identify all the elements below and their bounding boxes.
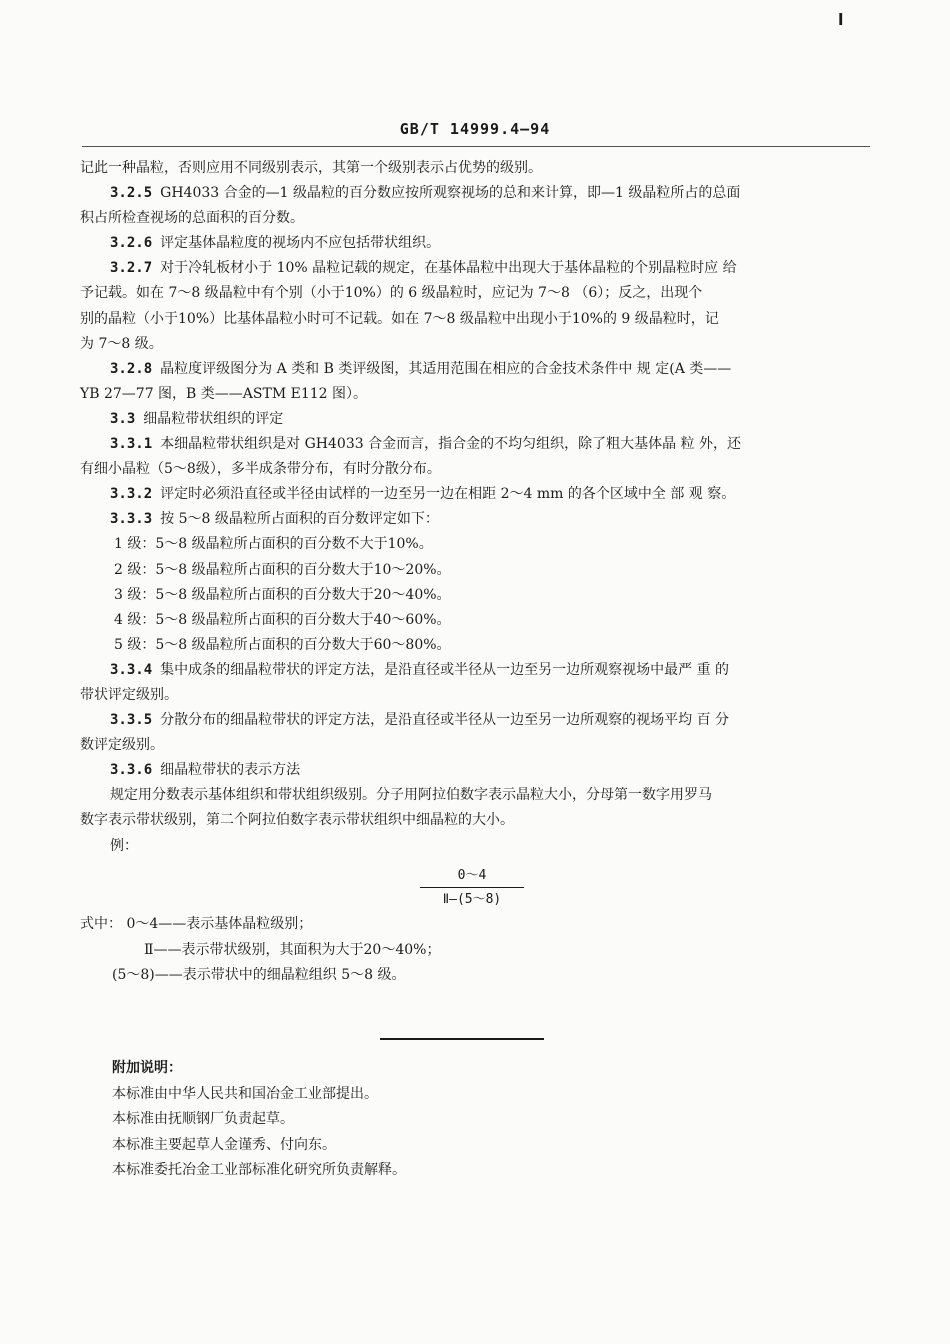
paragraph-text: 细晶粒带状的表示方法 bbox=[160, 762, 301, 779]
paragraph-line bbox=[80, 231, 872, 256]
paragraph-line bbox=[80, 633, 872, 658]
paragraph-line bbox=[80, 758, 872, 783]
paragraph-text: 5 级：5～8 级晶粒所占面积的百分数大于60～80%。 bbox=[114, 636, 451, 653]
paragraph-text: 本细晶粒带状组织是对 GH4033 合金而言，指合金的不均匀组织，除了粗大基体晶 粒 外，还 bbox=[160, 436, 741, 453]
paragraph-text: 记此一种晶粒，否则应用不同级别表示，其第一个级别表示占优势的级别。 bbox=[80, 160, 542, 176]
paragraph-line bbox=[80, 432, 872, 457]
notes-item: 本标准委托冶金工业部标准化研究所负责解释。 bbox=[112, 1162, 406, 1178]
clause-number: 3.2.6 bbox=[110, 235, 153, 252]
clause-number: 3.3 bbox=[110, 410, 136, 427]
paragraph-line bbox=[80, 532, 872, 557]
paragraph-line bbox=[80, 281, 872, 306]
fraction-denominator: Ⅱ—(5～8) bbox=[442, 892, 502, 907]
body-text bbox=[80, 156, 872, 859]
paragraph-text: 例： bbox=[110, 837, 138, 854]
paragraph-line bbox=[80, 558, 872, 583]
page-mark: l bbox=[838, 10, 844, 29]
paragraph-line bbox=[80, 357, 872, 382]
paragraph-text: 1 级：5～8 级晶粒所占面积的百分数不大于10%。 bbox=[114, 536, 433, 553]
clause-number: 3.2.7 bbox=[110, 260, 153, 277]
legend-line: 式中： 0～4——表示基体晶粒级别； bbox=[80, 916, 313, 932]
paragraph-line bbox=[80, 733, 872, 758]
paragraph-text: 予记载。如在 7～8 级晶粒中有个别（小于10%）的 6 级晶粒时，应记为 7～8 （6）；反之，出现个 bbox=[80, 285, 703, 302]
paragraph-text: YB 27—77 图，B 类——ASTM E112 图）。 bbox=[80, 385, 368, 402]
paragraph-text: 4 级：5～8 级晶粒所占面积的百分数大于40～60%。 bbox=[114, 611, 451, 628]
paragraph-line bbox=[80, 683, 872, 708]
clause-number: 3.2.8 bbox=[110, 360, 153, 377]
paragraph-text: 2 级：5～8 级晶粒所占面积的百分数大于10～20%。 bbox=[114, 561, 451, 578]
page-header-standard-number: GB/T 14999.4—94 bbox=[399, 120, 551, 138]
legend-line: Ⅱ——表示带状级别，其面积为大于20～40%； bbox=[144, 941, 441, 958]
paragraph-text: 别的晶粒（小于10%）比基体晶粒小时可不记载。如在 7～8 级晶粒中出现小于10%的 9 级晶粒时，记 bbox=[80, 310, 719, 327]
paragraph-line bbox=[80, 507, 872, 532]
paragraph-line bbox=[80, 783, 872, 808]
paragraph-line bbox=[80, 332, 872, 357]
paragraph-text: 细晶粒带状组织的评定 bbox=[143, 410, 284, 427]
paragraph-text: 对于冷轧板材小于 10% 晶粒记载的规定，在基体晶粒中出现大于基体晶粒的个别晶粒时应 给 bbox=[160, 260, 737, 277]
notes-title: 附加说明： bbox=[112, 1060, 182, 1076]
paragraph-text: 集中成条的细晶粒带状的评定方法，是沿直径或半径从一边至另一边所观察视场中最严 重 的 bbox=[160, 661, 730, 678]
clause-number: 3.3.3 bbox=[110, 511, 153, 528]
fraction-bar bbox=[420, 887, 524, 888]
paragraph-text: 规定用分数表示基体组织和带状组织级别。分子用阿拉伯数字表示晶粒大小，分母第一数字用罗马 bbox=[110, 787, 712, 804]
paragraph-line bbox=[80, 256, 872, 281]
notes-item: 本标准由抚顺钢厂负责起草。 bbox=[112, 1111, 294, 1127]
paragraph-text: 数评定级别。 bbox=[80, 737, 164, 754]
paragraph-line bbox=[80, 457, 872, 482]
example-fraction bbox=[420, 866, 524, 910]
legend-line: (5～8)——表示带状中的细晶粒组织 5～8 级。 bbox=[112, 967, 406, 983]
paragraph-line bbox=[80, 583, 872, 608]
paragraph-text: 按 5～8 级晶粒所占面积的百分数评定如下： bbox=[160, 511, 439, 528]
paragraph-text: 3 级：5～8 级晶粒所占面积的百分数大于20～40%。 bbox=[114, 586, 451, 603]
paragraph-text: 晶粒度评级图分为 A 类和 B 类评级图，其适用范围在相应的合金技术条件中 规 定(A 类—— bbox=[160, 360, 732, 377]
paragraph-line bbox=[80, 834, 872, 859]
paragraph-line bbox=[80, 206, 872, 231]
additional-notes bbox=[112, 1056, 852, 1184]
notes-item: 本标准主要起草人金谨秀、付向东。 bbox=[112, 1136, 336, 1153]
clause-number: 3.3.6 bbox=[110, 762, 153, 779]
paragraph-line bbox=[80, 708, 872, 733]
clause-number: 3.2.5 bbox=[110, 185, 153, 202]
paragraph-line bbox=[80, 181, 872, 206]
paragraph-text: 积占所检查视场的总面积的百分数。 bbox=[80, 210, 304, 227]
paragraph-text: 分散分布的细晶粒带状的评定方法，是沿直径或半径从一边至另一边所观察的视场平均 百 分 bbox=[160, 712, 730, 729]
fraction-numerator: 0～4 bbox=[457, 868, 487, 883]
paragraph-text: 评定时必须沿直径或半径由试样的一边至另一边在相距 2～4 mm 的各个区域中全 部 观 察。 bbox=[160, 486, 736, 503]
header-divider bbox=[82, 146, 870, 147]
paragraph-text: 带状评定级别。 bbox=[80, 686, 178, 703]
paragraph-text: 数字表示带状级别，第二个阿拉伯数字表示带状组织中细晶粒的大小。 bbox=[80, 812, 514, 829]
paragraph-line bbox=[80, 407, 872, 432]
end-of-text-rule bbox=[380, 1038, 544, 1040]
paragraph-line bbox=[80, 156, 872, 181]
paragraph-text: GH4033 合金的—1 级晶粒的百分数应按所观察视场的总和来计算，即—1 级晶粒所占的总面 bbox=[160, 185, 741, 202]
paragraph-line bbox=[80, 608, 872, 633]
paragraph-line bbox=[80, 808, 872, 833]
notes-item: 本标准由中华人民共和国冶金工业部提出。 bbox=[112, 1085, 378, 1102]
paragraph-line bbox=[80, 482, 872, 507]
paragraph-text: 为 7～8 级。 bbox=[80, 335, 163, 352]
paragraph-text: 有细小晶粒（5～8级），多半成条带分布，有时分散分布。 bbox=[80, 461, 441, 478]
clause-number: 3.3.2 bbox=[110, 486, 153, 503]
clause-number: 3.3.1 bbox=[110, 436, 153, 453]
formula-legend bbox=[80, 912, 872, 989]
clause-number: 3.3.5 bbox=[110, 712, 153, 729]
paragraph-line bbox=[80, 307, 872, 332]
paragraph-line bbox=[80, 382, 872, 407]
paragraph-line bbox=[80, 658, 872, 683]
clause-number: 3.3.4 bbox=[110, 661, 153, 678]
paragraph-text: 评定基体晶粒度的视场内不应包括带状组织。 bbox=[160, 235, 441, 252]
